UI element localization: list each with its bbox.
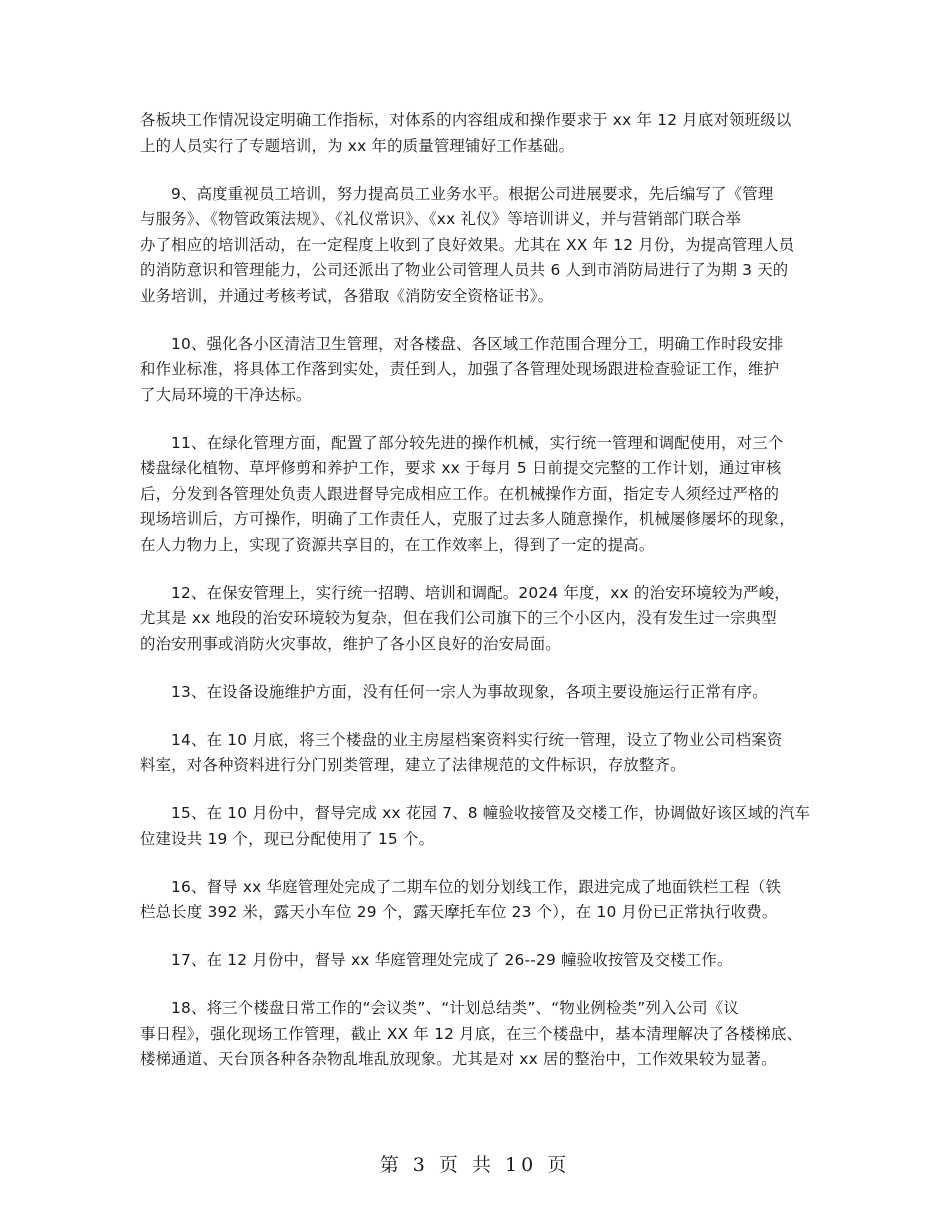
text-line: 办了相应的培训活动，在一定程度上收到了良好效果。尤其在 XX 年 12 月份，为提高管理人员 xyxy=(140,235,795,254)
text-line: 18、将三个楼盘日常工作的“会议类”、“计划总结类”、“物业例检类”列入公司《议 xyxy=(171,999,739,1017)
text-line: 10、强化各小区清洁卫生管理，对各楼盘、各区域工作范围合理分工，明确工作时段安排 xyxy=(171,334,784,353)
text-line: 12、在保安管理上，实行统一招聘、培训和调配。2024 年度，xx 的治安环境较为严峻， xyxy=(171,583,790,602)
page-footer: 第 3 页 共 10 页 xyxy=(379,1154,571,1176)
paragraph xyxy=(140,182,820,310)
text-line: 楼盘绿化植物、草坪修剪和养护工作，要求 xx 于每月 5 日前提交完整的工作计划，通过审核 xyxy=(140,459,782,477)
text-line: 各板块工作情况设定明确工作指标，对体系的内容组成和操作要求于 xx 年 12 月底对领班级以 xyxy=(140,111,792,129)
paragraph xyxy=(140,108,820,159)
text-line: 的消防意识和管理能力，公司还派出了物业公司管理人员共 6 人到市消防局进行了为期 3 天的 xyxy=(140,261,789,279)
text-line: 位建设共 19 个，现已分配使用了 15 个。 xyxy=(140,829,435,848)
text-line: 14、在 10 月底，将三个楼盘的业主房屋档案资料实行统一管理，设立了物业公司档案资 xyxy=(171,730,783,749)
text-line: 15、在 10 月份中，督导完成 xx 花园 7、8 幢验收接管及交楼工作，协调做好该区域的汽车 xyxy=(171,804,811,822)
text-line: 尤其是 xx 地段的治安环境较为复杂，但在我们公司旗下的三个小区内，没有发生过一宗典型 xyxy=(140,609,777,627)
paragraph xyxy=(140,680,820,706)
text-line: 料室，对各种资料进行分门别类管理，建立了法律规范的文件标识，存放整齐。 xyxy=(140,756,686,774)
document-body xyxy=(140,108,820,1095)
text-line: 上的人员实行了专题培训，为 xx 年的质量管理铺好工作基础。 xyxy=(140,136,575,155)
text-line: 9、高度重视员工培训，努力提高员工业务水平。根据公司进展要求，先后编写了《管理 xyxy=(171,184,774,203)
paragraph xyxy=(140,996,820,1073)
text-line: 13、在设备设施维护方面，没有任何一宗人为事故现象，各项主要设施运行正常有序。 xyxy=(171,682,768,701)
paragraph xyxy=(140,875,820,926)
paragraph xyxy=(140,728,820,779)
text-line: 业务培训，并通过考核考试，各猎取《消防安全资格证书》。 xyxy=(140,286,554,305)
text-line: 的治安刑事或消防火灾事故，维护了各小区良好的治安局面。 xyxy=(140,634,561,653)
paragraph xyxy=(140,948,820,974)
paragraph xyxy=(140,332,820,409)
paragraph xyxy=(140,431,820,559)
text-line: 17、在 12 月份中，督导 xx 华庭管理处完成了 26--29 幢验收按管及交楼工作。 xyxy=(171,951,733,969)
text-line: 在人力物力上，实现了资源共享目的，在工作效率上，得到了一定的提高。 xyxy=(140,535,655,554)
text-line: 与服务》、《物管政策法规》、《礼仪常识》、《xx 礼仪》等培训讲义，并与营销部门联合举 xyxy=(140,210,742,228)
text-line: 后，分发到各管理处负责人跟进督导完成相应工作。在机械操作方面，指定专人须经过严格的 xyxy=(140,484,780,503)
text-line: 16、督导 xx 华庭管理处完成了二期车位的划分划线工作，跟进完成了地面铁栏工程（铁 xyxy=(171,877,782,896)
text-line: 11、在绿化管理方面，配置了部分较先进的操作机械，实行统一管理和调配使用，对三个 xyxy=(171,433,784,452)
text-line: 事日程》，强化现场工作管理，截止 XX 年 12 月底，在三个楼盘中，基本清理解决了各楼梯底、 xyxy=(140,1024,803,1043)
paragraph xyxy=(140,581,820,658)
text-line: 和作业标准，将具体工作落到实处，责任到人，加强了各管理处现场跟进检查验证工作，维护 xyxy=(140,360,780,378)
text-line: 了大局环境的干净达标。 xyxy=(140,385,312,404)
text-line: 楼梯通道、天台顶各种各杂物乱堆乱放现象。尤其是对 xx 居的整治中，工作效果较为显著。 xyxy=(140,1050,777,1068)
text-line: 栏总长度 392 米，露天小车位 29 个，露天摩托车位 23 个），在 10 月份已正常执行收费。 xyxy=(140,903,778,921)
text-line: 现场培训后，方可操作，明确了工作责任人，克服了过去多人随意操作，机械屡修屡坏的现象， xyxy=(140,510,795,528)
paragraph xyxy=(140,801,820,852)
